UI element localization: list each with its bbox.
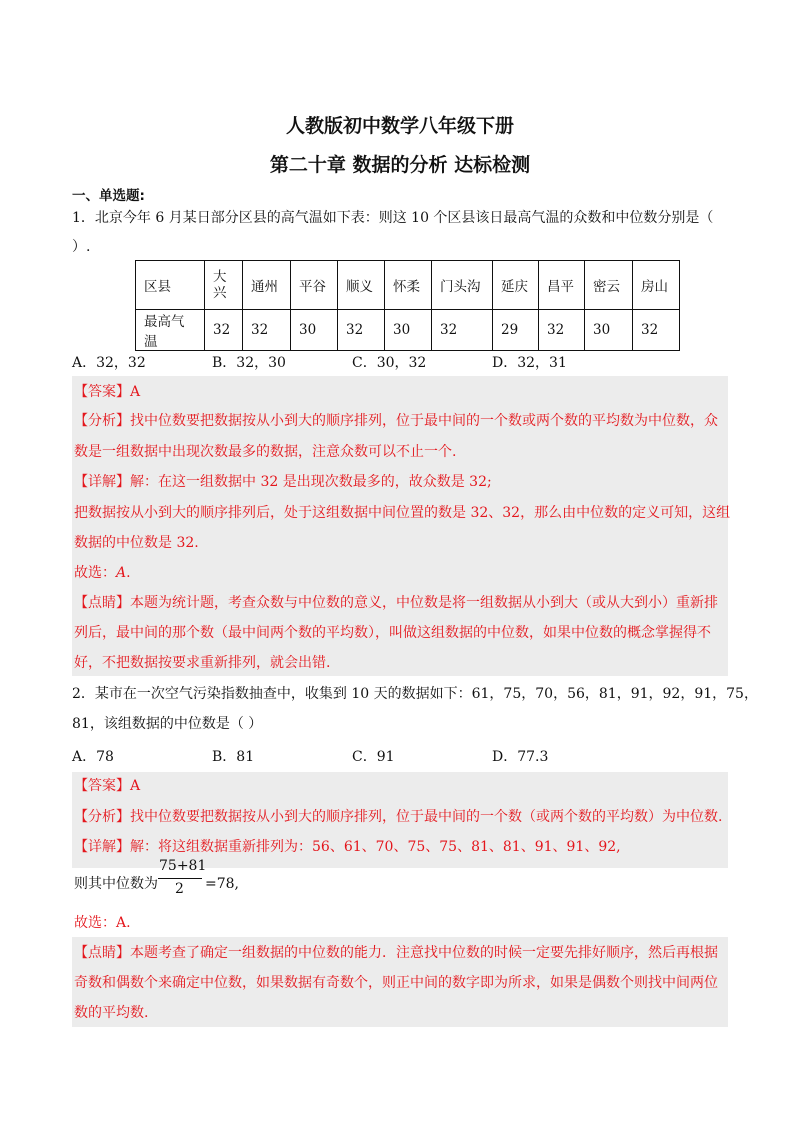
q2-comment-line1 [74,944,718,962]
table-cell: 通州 [243,261,291,310]
table-row [136,310,680,351]
table-cell: 30 [585,310,633,351]
table-cell: 怀柔 [385,261,432,310]
q1-stem-line1: 1．北京今年 6 月某日部分区县的高气温如下表：则这 10 个区县该日最高气温的众数和中位数分别是（ [72,210,714,226]
chapter-title: 第二十章 数据的分析 达标检测 [269,154,531,176]
table-cell: 29 [493,310,539,351]
table-header-cell: 最高气温 [136,310,205,351]
choose-prefix: 故选： [74,565,116,581]
table-cell: 32 [539,310,585,351]
table-cell: 32 [205,310,243,351]
q1-analysis-line2: 数是一组数据中出现次数最多的数据，注意众数可以不止一个. [74,444,457,460]
q2-comment-line2: 奇数和偶数个来确定中位数，如果数据有奇数个，则正中间的数字即为所求，如果是偶数个则找中间两位 [74,975,718,991]
q1-option-c: C．30，32 [352,355,427,371]
table-cell: 32 [633,310,680,351]
q2-choose: 故选：A. [74,915,131,931]
q2-comment-line3: 数的平均数. [74,1005,149,1021]
q1-detail-line3: 数据的中位数是 32. [74,535,199,551]
q1-comment-line1 [74,594,718,612]
q1-detail-line1 [74,473,492,491]
comment-text: 本题为统计题，考查众数与中位数的意义，中位数是将一组数据从小到大（或从大到小）重新排 [130,595,718,611]
table-row [136,261,680,310]
q2-median-prefix: 则其中位数为 [74,876,158,892]
q2-option-a: A．78 [72,749,114,765]
fraction-bar [158,878,202,879]
median-fraction [158,858,207,900]
table-cell: 30 [291,310,338,351]
detail-text: 解：在这一组数据中 32 是出现次数最多的，故众数是 32; [130,474,492,490]
detail-text: 解：将这组数据重新排列为：56、61、70、75、75、81、81、91、91、92, [130,839,621,855]
q1-option-d: D．32，31 [492,355,567,371]
detail-tag: 【详解】 [74,839,130,855]
district-label: 大兴 [213,269,227,301]
table-cell: 延庆 [493,261,539,310]
analysis-tag: 【分析】 [74,413,130,429]
table-cell: 门头沟 [432,261,493,310]
q2-analysis-line1 [74,808,722,826]
table-cell: 32 [243,310,291,351]
table-cell: 密云 [585,261,633,310]
q1-temperature-table [135,260,680,351]
q1-comment-line2: 列后，最中间的那个数（最中间两个数的平均数），叫做这组数据的中位数，如果中位数的概念掌握得不 [74,625,711,641]
q1-detail-line2: 把数据按从小到大的顺序排列后，处于这组数据中间位置的数是 32、32，那么由中位数的定义可知，这组 [74,505,731,521]
q2-option-c: C．91 [352,749,395,765]
q1-analysis-line1 [74,412,718,430]
q2-option-d: D．77.3 [492,749,549,765]
q1-option-a: A．32，32 [72,355,146,371]
q1-stem-line2: ）. [72,239,91,255]
detail-tag: 【详解】 [74,474,130,490]
table-cell: 32 [338,310,385,351]
choose-suffix: . [126,565,131,581]
table-cell [205,261,243,310]
table-cell: 30 [385,310,432,351]
table-cell: 32 [432,310,493,351]
q2-stem-line2: 81，该组数据的中位数是（ ） [72,716,263,732]
q2-detail-line1 [74,838,621,856]
q2-stem-line1: 2．某市在一次空气污染指数抽查中，收集到 10 天的数据如下：61，75，70，56，81，91，92，91，75， [72,686,758,702]
comment-text: 本题考查了确定一组数据的中位数的能力．注意找中位数的时候一定要先排好顺序，然后再根据 [130,945,718,961]
q1-choose [74,564,131,582]
fraction-numerator: 75+81 [159,858,207,874]
comment-tag: 【点睛】 [74,945,130,961]
q1-option-b: B．32，30 [212,355,286,371]
fraction-denominator: 2 [175,881,184,897]
q2-median-suffix: =78, [205,876,239,892]
q2-answer: 【答案】A [74,778,141,794]
comment-tag: 【点睛】 [74,595,130,611]
table-cell: 顺义 [338,261,385,310]
q2-option-b: B．81 [212,749,255,765]
section-heading: 一、单选题: [72,188,145,204]
table-cell: 房山 [633,261,680,310]
table-cell: 平谷 [291,261,338,310]
table-cell: 昌平 [539,261,585,310]
analysis-text: 找中位数要把数据按从小到大的顺序排列，位于最中间的一个数或两个数的平均数为中位数，众 [130,413,718,429]
table-header-cell: 区县 [136,261,205,310]
document-title: 人教版初中数学八年级下册 [285,115,514,137]
q1-comment-line3: 好，不把数据按要求重新排列，就会出错. [74,655,331,671]
analysis-text: 找中位数要把数据按从小到大的顺序排列，位于最中间的一个数（或两个数的平均数）为中位数. [130,809,723,825]
choose-letter: A [116,565,127,581]
analysis-tag: 【分析】 [74,809,130,825]
q1-answer: 【答案】A [74,384,141,400]
